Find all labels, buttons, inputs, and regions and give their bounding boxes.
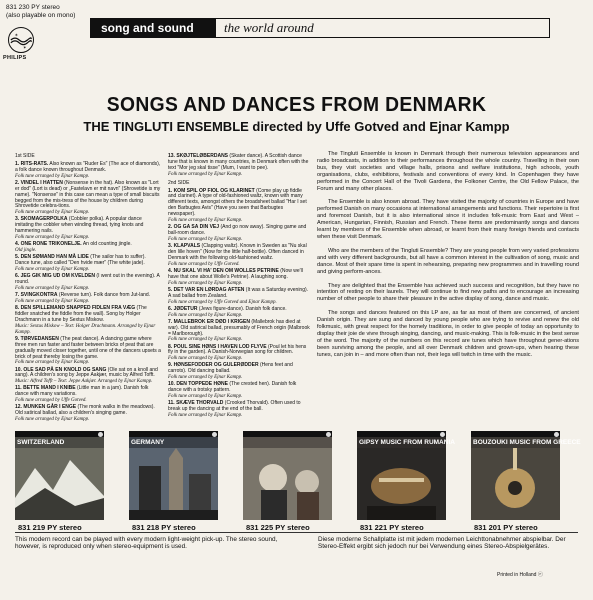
track-credit: Folk tune arranged by Uffe Gotved.	[168, 261, 240, 267]
track-credit: Folk tune arranged by Uffe Gotved.	[15, 398, 87, 404]
track-credit: Folk tune arranged by Ejnar Kampp.	[168, 337, 243, 343]
track-number: 12.	[15, 404, 22, 411]
track-entry	[168, 154, 311, 178]
track-entry	[15, 337, 161, 367]
track-entry	[168, 382, 311, 400]
cover-catalog-number: 831 221 PY stereo	[360, 523, 424, 532]
track-number: 4.	[168, 267, 173, 274]
track-credit: Folk tune arranged by Ejnar Kampp.	[168, 356, 243, 362]
svg-text:✶: ✶	[14, 32, 19, 38]
track-description: (I went out in the evening). A round.	[15, 273, 160, 286]
track-credit: Folk tune arranged by Ejnar Kampp.	[168, 218, 243, 224]
track-title: SKOMAGERPOLKA	[20, 216, 68, 223]
track-number: 3.	[15, 216, 20, 223]
track-entry	[15, 181, 161, 216]
track-description: (Cobbler polka). A popular dance imitating the cobbler when winding thread, tying knots and hammering nails.	[15, 216, 144, 235]
album-title: SONGS AND DANCES FROM DENMARK	[106, 93, 487, 116]
track-title: SVINGKONTRA	[20, 292, 58, 299]
track-description: (It was a Saturday evening). A sad ballad from Zealand.	[168, 286, 309, 299]
series-banner	[90, 18, 550, 38]
track-entry	[168, 244, 311, 268]
side2-track-list	[168, 154, 311, 420]
track-credit: Folk tune arranged by Ejnar Kampp.	[168, 413, 243, 419]
track-number: 2.	[15, 179, 20, 186]
track-entry	[168, 189, 311, 224]
cover-title: GERMANY	[131, 439, 165, 446]
footer-divider	[15, 532, 578, 533]
liner-paragraph: The Ensemble is also known abroad. They have visited the majority of countries in Europe and have performed Danish on many occasions at international arrangements and functions. Their repertoire is first and foremost Danish, but it is also international since it includes folk-music from East and West – American, Hungarian, Finnish, Russian and French. These items are predominantly songs and dances learnt by members of the Ensemble when abroad, or learnt from their many foreign friends and contacts when these visit Denmark.	[317, 199, 579, 240]
track-number: 3.	[168, 243, 173, 250]
side1-track-list	[15, 154, 161, 424]
cover-artwork	[129, 448, 218, 520]
track-number: 5.	[15, 254, 20, 261]
track-credit: Folk tune arranged by Ejnar Kampp.	[168, 312, 243, 318]
track-entry	[168, 288, 311, 306]
cover-catalog-number: 831 219 PY stereo	[18, 523, 82, 532]
record-cover	[243, 431, 332, 520]
philips-logo-icon	[98, 432, 103, 437]
philips-logo-icon	[212, 432, 217, 437]
liner-paragraph: The songs and dances featured on this LP are, as far as most of them are concerned, of ancient Danish origin. They are sung and danced by young people who are trying to revive and renew the old folkmusic, with great respect for the homely traditions, in order to give people of today an opportunity to display their joie de vivre through singing, dancing, and music-making. This is folk-music in the best sense of the word. The majority of the numbers on this record are tunes which have throughout gener-ations been surviving among the people, and all over Denmark children and grown-ups, when hearing these tunes, can join in – and more often than not, their legs will twitch in time with the music.	[317, 310, 579, 358]
track-entry	[15, 217, 161, 241]
track-number: 13.	[168, 153, 175, 159]
track-description: (The crested hen). Danish folk dance with a trotsky pattern.	[168, 381, 297, 394]
liner-paragraph: The Tingluti Ensemble is known in Denmark through their numerous television appearances and radio broadcasts, in addition to their performances throughout the whole country. Travelling in their own bus, they visit societies and village halls, prisons and welfare institutions, high schools, youth organisations, clubs, exhibitions, festivals and conventions of every kind. In Copenhagen they have performed in the Concert Hall of the Tivoli Gardens, the Folkoner Centre, the Old Fellow Palace, the Forum and many other places.	[317, 151, 579, 192]
cover-artwork	[243, 448, 332, 520]
track-number: 2.	[168, 224, 173, 231]
cover-title: BOUZOUKI MUSIC FROM GREECE	[473, 439, 581, 446]
track-title: HØNSEFODDER OG GULERØDDER	[173, 362, 259, 369]
track-title: KLAPVALS	[173, 243, 201, 250]
track-number: 6.	[168, 305, 173, 312]
track-number: 1.	[168, 187, 173, 194]
philips-logo-icon	[326, 432, 331, 437]
philips-logo-text: PHILIPS	[3, 55, 27, 61]
track-number: 4.	[15, 241, 20, 248]
track-title: OG GA SA DIN VEJ	[173, 224, 220, 231]
track-description: (Reverse turn). Folk dance from Jut-land.	[58, 292, 151, 299]
track-description: (Poul let his hens fly in the garden). A Danish-Norwegian song for children.	[168, 343, 307, 356]
track-title: KOM SPIL OP FIOL OG KLARINET	[173, 187, 255, 194]
track-description: (The monk walks in the meadows). Old satirical ballad, also a children's singing game.	[15, 404, 155, 417]
philips-shield-icon	[8, 27, 34, 53]
track-title: SKÆVE THORVALD	[176, 400, 224, 407]
track-credit: Folk tune arranged by Ejnar Kampp.	[168, 394, 243, 400]
track-credit: Folk tune arranged by Ejnar Kampp.	[15, 173, 90, 179]
catalog-number: 831 230 PY stereo	[6, 4, 60, 11]
track-title: POUL SINE HØNS I HAVEN LOD FLYVE	[173, 343, 267, 350]
track-entry	[168, 401, 311, 419]
track-title: OLE SAD PÅ EN KNOLD OG SANG	[23, 366, 107, 373]
track-number: 9.	[168, 362, 173, 369]
track-description: (Mallebrok has died at war). Old satirical ballad, presumably of French origin (Malbrook = Marlborough).	[168, 318, 310, 337]
track-credit: Folk tune arranged by Ejnar Kampp.	[15, 360, 90, 366]
track-title: JEG GIK MIG UD OM KVELDEN	[20, 273, 96, 280]
track-entry	[168, 345, 311, 363]
track-entry	[15, 293, 161, 305]
liner-paragraph: They are delighted that the Ensemble has achieved such success and recognition, but they have no intention of resting on their laurels. They will continue to find new paths and to encourage an increasing number of other people to share their pleasure in the active display of song, dance and music.	[317, 282, 579, 303]
track-entry	[168, 307, 311, 319]
track-title: JØDETUR	[173, 305, 198, 312]
track-entry	[168, 320, 311, 344]
record-cover	[357, 431, 455, 520]
track-title: SKØJTELØBERDANS	[176, 153, 229, 159]
track-description: (Crooked Thorvald). Often used to break up the dancing at the end of the ball.	[168, 400, 301, 413]
track-entry	[15, 274, 161, 292]
catalog-block	[6, 4, 75, 19]
track-title: DEN TOPPEDE HØNE	[176, 381, 228, 388]
philips-logo-icon	[440, 432, 445, 437]
cover-artwork	[471, 448, 560, 520]
track-title: NU SKAL VI HA' DEN OM WOLLES PETRINE	[173, 267, 279, 274]
track-credit: Folk tune arranged by Ejnar Kampp.	[15, 298, 90, 304]
footer-english-note: This modern record can be played with every modern light-weight pick-up. The stereo sound, however, is reproduced only when stereo-equipment is used.	[15, 536, 278, 551]
philips-logo-icon	[554, 432, 559, 437]
album-subtitle: THE TINGLUTI ENSEMBLE directed by Uffe Gotved and Ejnar Kampp	[83, 119, 510, 134]
record-cover	[129, 431, 218, 520]
track-title: DET VAR EN LØRDAG AFTEN	[173, 286, 245, 293]
track-credit: Folk tune arranged by Ejnar Kampp.	[168, 375, 243, 381]
cover-artwork	[15, 448, 104, 520]
track-credit: Folk tune arranged by Ejnar Kampp.	[15, 417, 90, 423]
track-description: (Nonsense in the hat). Also known as "Lort er dod" (Lort is dead) or „Fastelavn er mit navn" (Shrovetide is my name). "Nonsense" in this case can mean a type of small biscuits begged from the mis-tress of the house by children during Shrovetide celebra-tions.	[15, 179, 161, 210]
cover-catalog-number: 831 225 PY stereo	[246, 523, 310, 532]
track-title: TØRVEDANSEN	[20, 335, 59, 342]
track-credit: Folk tune arranged by Ejnar Kampp.	[15, 267, 90, 273]
track-credit: Folk tune arranged by Ejnar Kampp.	[168, 171, 243, 177]
side2-heading: 2nd SIDE	[168, 179, 190, 186]
track-description: (The sailor has to suffer). Dance tune, also called "Den hvide mær" (The white jade).	[15, 254, 146, 267]
track-description: (Skater dance). A Scottish dance tune that is known in many countries, in Denmark often with the text "Mor jeg skal tisse" (Mum, I want to pee).	[168, 153, 309, 171]
track-number: 10.	[15, 366, 22, 373]
track-credit: Folk tune arranged by Ejnar Kampp.	[15, 235, 90, 241]
track-number: 11.	[168, 400, 175, 407]
track-number: 6.	[15, 273, 20, 280]
cover-catalog-number: 831 201 PY stereo	[474, 523, 538, 532]
track-entry	[168, 363, 311, 381]
track-number: 8.	[168, 343, 173, 350]
track-title: MUNKEN GÅR I ENGE	[23, 404, 77, 411]
track-title: ONE RONE TRIKONELJE.	[20, 241, 82, 248]
series-banner-left: song and sound	[91, 19, 216, 37]
track-description: (The peat dance). A dancing game where three men run faster and faster between bricks of peat that are gradually moved closer together, until one of the dancers upsets a brick of peat thereby losing the game.	[15, 335, 161, 360]
series-banner-right: the world around	[224, 20, 314, 35]
side1-heading: 1st SIDE	[15, 153, 35, 159]
track-number: 9.	[15, 335, 20, 342]
track-description: (The fiddler snatched the fiddle from the wall). Song by Holger Drachmann in a tune by Sextus Miskow.	[15, 305, 147, 323]
playback-note: (also playable on mono)	[6, 11, 76, 19]
track-description: (Come play up fiddle and clarinet). A type of old-fashioned waltz, known with many different texts, amongst others the broadsheet ballad "Har I set den Barbugtes Avis" (Have you seen that Barbugtes newspaper).	[168, 187, 307, 218]
svg-text:✶: ✶	[22, 45, 27, 51]
liner-notes	[317, 151, 579, 366]
track-credit: Old jingle.	[15, 248, 37, 254]
track-entry	[15, 162, 161, 180]
track-description: (Hens feet and carrots). Old dancing ballad.	[168, 362, 293, 375]
track-number: 7.	[168, 318, 173, 325]
track-entry	[15, 306, 161, 336]
track-credit: Music: Alfred Tofft – Text: Jeppe Aakjær. Arranged by Ejnar Kampp.	[15, 379, 153, 385]
track-credit: Music: Sextus Miskow – Text: Holger Drachmann. Arranged by Ejnar Kampp.	[15, 323, 156, 335]
track-credit: Folk tune arranged by Ejnar Kampp.	[15, 285, 90, 291]
track-title: DEN SPILLEMAND SNAPPED FIDLEN FRA VÆG	[20, 305, 136, 312]
track-entry	[15, 368, 161, 386]
track-entry	[15, 386, 161, 404]
cover-artwork	[357, 448, 446, 520]
track-credit: Folk tune arranged by Ejnar Kampp.	[168, 280, 243, 286]
track-number: 8.	[15, 305, 20, 312]
liner-paragraph: Who are the members of the Tingluti Ensemble? They are young people from very varied professions and with very different backgrounds, but all have a common interest in the cultivation of song, music and dance. Most of their spare time is spent in rehearsing, preparing new programmes and in travelling round and giving perform-ances.	[317, 247, 579, 275]
track-description: Also known as "Ruder Es" (The ace of diamonds), a folk dance known throughout Denmark.	[15, 160, 161, 173]
track-number: 11.	[15, 385, 22, 392]
record-cover	[471, 431, 581, 520]
track-description: (Little man in a jam). Danish folk dance with many variations.	[15, 385, 149, 398]
track-number: 5.	[168, 286, 173, 293]
track-title: RITS-RATS.	[20, 160, 49, 167]
footer-german-note: Diese moderne Schallplatte ist mit jedem modernen Leichttonabnehmer abspielbar. Der Stereo-Effekt ergibt sich jedoch nur bei Verwendung eines Stereo-Abspielgerätes.	[318, 536, 566, 551]
cover-title: SWITZERLAND	[17, 439, 65, 446]
track-description: (Now we'll have that one about Wolle's Petrine). A laughing song.	[168, 267, 303, 280]
cover-catalog-number: 831 218 PY stereo	[132, 523, 196, 532]
track-number: 1.	[15, 160, 20, 167]
track-entry	[168, 225, 311, 243]
cover-title: GIPSY MUSIC FROM RUMANIA	[359, 439, 455, 446]
track-description: (Ole sat on a knoll and sang). A children's song by Jeppe Aakjær, music by Alfred Tofft.	[15, 366, 158, 379]
track-title: VINDEL I HATTEN	[20, 179, 63, 186]
track-entry	[15, 255, 161, 273]
track-description: (Clapping waltz). Known in Sweden as "Nu skal den lille hoven" (Now for the little half-bottle). Often danced in Denmark with the following old-fashioned waltz.	[168, 243, 307, 261]
cover-title	[245, 437, 330, 448]
track-credit: Folk tune arranged by Ejnar Kampp.	[15, 210, 90, 216]
printed-in-holland: Printed in Holland ⓔ	[497, 572, 543, 578]
track-entry	[15, 242, 161, 254]
track-number: 10.	[168, 381, 175, 388]
track-title: DEN SØMAND HAN MÅ LIDE	[20, 254, 89, 261]
record-cover	[15, 431, 104, 520]
track-description: (And go now away). Singing game and ball-room dance.	[168, 224, 307, 237]
track-title: MALLEBROK ER DØD I KRIGEN	[173, 318, 250, 325]
track-number: 7.	[15, 292, 20, 299]
track-credit: Folk tune arranged by Ejnar Kampp.	[168, 236, 243, 242]
track-entry	[168, 269, 311, 287]
track-credit: Folk tune arranged by Uffe Gotved and Ejnar Kampp.	[168, 299, 277, 305]
track-entry	[15, 405, 161, 423]
track-description: An old counting jingle.	[82, 241, 132, 248]
track-title: BETTE MAND I KNIBE	[23, 385, 76, 392]
track-description: (Jews figure-dance). Danish folk dance.	[198, 305, 287, 312]
